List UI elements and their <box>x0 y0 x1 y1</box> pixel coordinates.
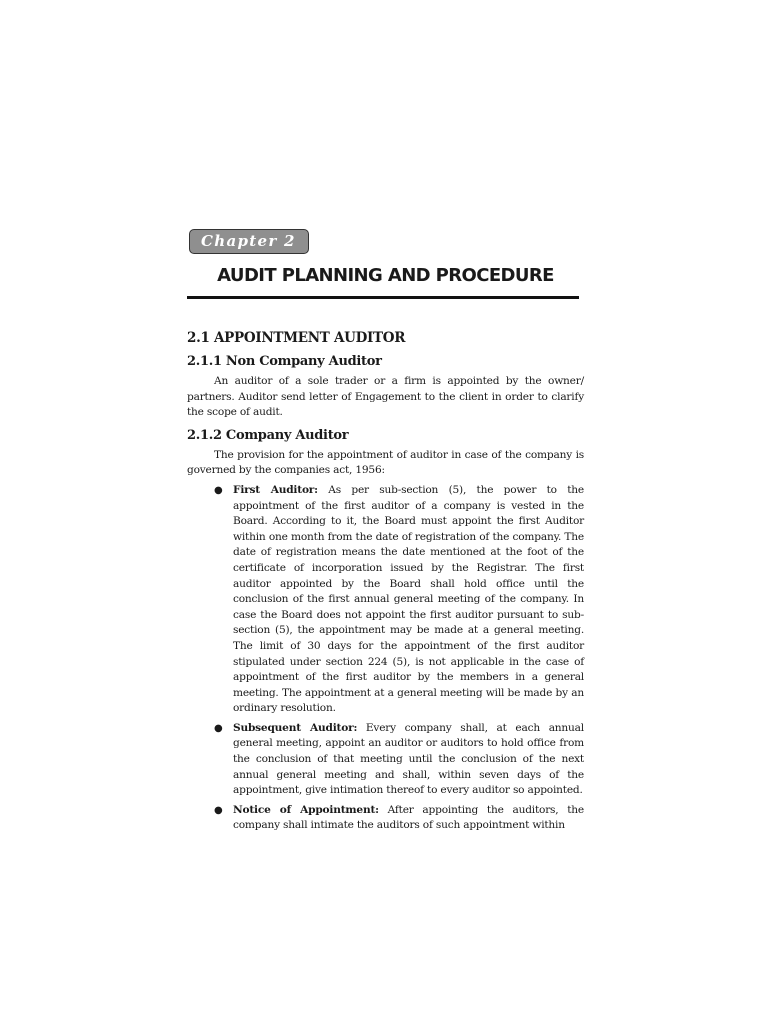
bullet-icon: ● <box>214 484 223 496</box>
bullet-list <box>187 483 584 834</box>
bullet-term: Notice of Appointment: <box>233 803 379 816</box>
paragraph-company: The provision for the appointment of auditor in case of the company is governed by the companies act, 1956: <box>187 448 584 477</box>
subsection-heading-company: 2.1.2 Company Auditor <box>187 427 349 443</box>
bullet-text: After appointing the auditors, the company shall intimate the auditors of such appointment within <box>233 803 584 832</box>
bullet-term: First Auditor: <box>233 483 318 496</box>
list-item <box>187 721 584 799</box>
bullet-term: Subsequent Auditor: <box>233 721 358 734</box>
chapter-title: AUDIT PLANNING AND PROCEDURE <box>217 265 554 286</box>
bullet-icon: ● <box>214 804 223 816</box>
title-divider <box>187 296 579 299</box>
section-heading: 2.1 APPOINTMENT AUDITOR <box>187 330 406 346</box>
bullet-icon: ● <box>214 722 223 734</box>
bullet-text: Every company shall, at each annual general meeting, appoint an auditor or auditors to hold office from the conclusion of that meeting until the conclusion of the next annual general meeting and shall, within seven days of the appointment, give intimation thereof to every auditor so appointed. <box>233 721 584 797</box>
subsection-heading-non-company: 2.1.1 Non Company Auditor <box>187 354 382 369</box>
document-page <box>187 229 584 838</box>
list-item <box>187 483 584 717</box>
paragraph-non-company: An auditor of a sole trader or a firm is appointed by the owner/ partners. Auditor send letter of Engagement to the client in order to clarify the scope of audit. <box>187 375 584 419</box>
bullet-text: As per sub-section (5), the power to the appointment of the first auditor of a company is vested in the Board. According to it, the Board must appoint the first Auditor within one month from the date of registration of the company. The date of registration means the date mentioned at the foot of the certificate of incorporation issued by the Registrar. The first auditor appointed by the Board shall hold office until the conclusion of the first annual general meeting of the company. In case the Board does not appoint the first auditor pursuant to sub-section (5), the appointment may be made at a general meeting. The limit of 30 days for the appointment of the first auditor stipulated under section 224 (5), is not applicable in the case of appointment of the first auditor by the members in a general meeting. The appointment at a general meeting will be made by an ordinary resolution. <box>233 483 584 715</box>
chapter-badge: Chapter 2 <box>189 229 309 254</box>
list-item <box>187 803 584 834</box>
